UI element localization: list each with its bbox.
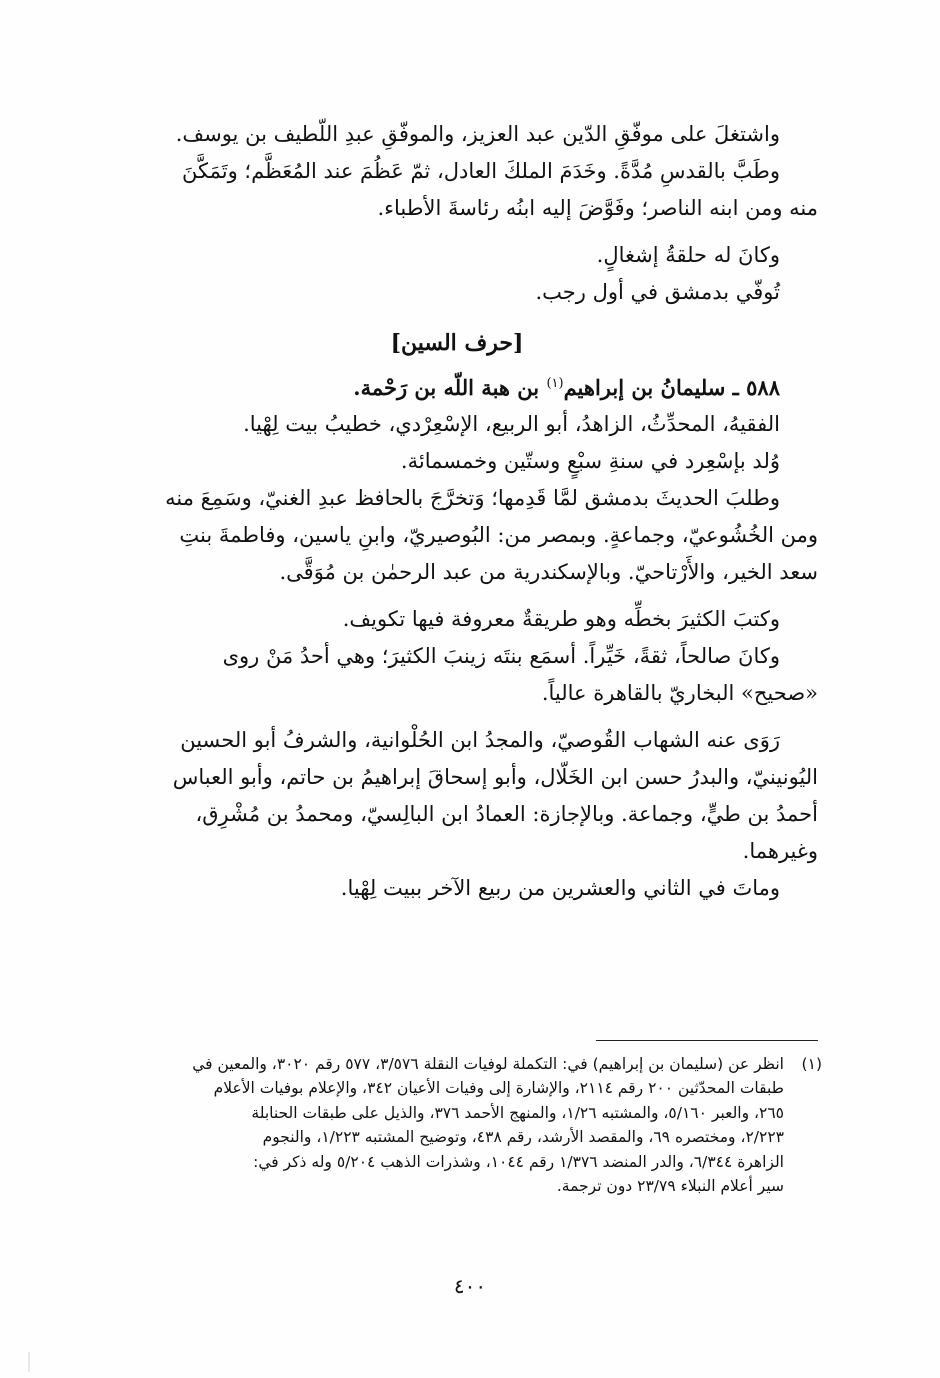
- footnote-reference[interactable]: (١): [546, 376, 564, 391]
- footnotes: [100, 1052, 822, 1198]
- footnote-text: انظر عن (سليمان بن إبراهيم) في: التكملة لوفيات النقلة ٣/٥٧٦، ٥٧٧ رقم ٣٠٢٠، والمعين في: [192, 1055, 784, 1073]
- footnote-line: الزاهرة ٦/٣٤٤، والدر المنضد ١/٣٧٦ رقم ١٠٤٤، وشذرات الذهب ٥/٢٠٤ وله ذكر في:: [253, 1152, 784, 1171]
- entry-name-rest: بن هبة اللّه بن رَحْمة.: [353, 375, 540, 400]
- text-line: وكتبَ الكثيرَ بخطِّه وهو طريقةٌ معروفة فيها تكويف.: [342, 607, 780, 631]
- text-line: وغيرهما.: [742, 839, 818, 863]
- text-line: وكانَ صالحاً، ثقةً، خَيِّراً. أسمَع بنتَه زينبَ الكثيرَ؛ وهي أحدُ مَنْ روى: [222, 644, 780, 668]
- footnote-line: سير أعلام النبلاء ٢٣/٧٩ دون ترجمة.: [556, 1177, 784, 1196]
- text-line: ومن الخُشُوعيّ، وجماعةٍ. وبمصر من: البُوصيريّ، وابنِ ياسين، وفاطمةَ بنتِ: [179, 523, 818, 547]
- text-line: واشتغلَ على موفّقِ الدّين عبد العزيز، والموفّقِ عبدِ اللّطيف بن يوسف.: [175, 122, 780, 146]
- footnote-line: ٢/٢٢٣، ومختصره ٦٩، والمقصد الأرشد، رقم ٤٣٨، وتوضيح المشتبه ١/٢٢٣، والنجوم: [262, 1128, 784, 1147]
- text-line: رَوَى عنه الشهاب القُوصيّ، والمجدُ ابن الحُلْوانية، والشرفُ أبو الحسين: [180, 728, 780, 752]
- text-line: وُلد بإسْعِرد في سنةِ سبْعٍ وستّين وخمسمائة.: [400, 449, 780, 473]
- text-line: «صحيح» البخاريّ بالقاهرة عالياً.: [541, 681, 818, 705]
- text-line: وطلبَ الحديثَ بدمشق لمَّا قَدِمها؛ وَتخرَّجَ بالحافظ عبدِ الغنيّ، وسَمِعَ منه: [165, 486, 780, 510]
- text-line: وطَبَّ بالقدسِ مُدَّةً. وخَدَمَ الملكَ العادل، ثمّ عَظُمَ عند المُعَظَّم؛ وتَمَكَّنَ: [182, 159, 780, 183]
- footnote-number: (١): [801, 1055, 822, 1073]
- text-line: اليُونينيّ، والبدرُ حسن ابن الخَلّال، وأبو إسحاقَ إبراهيمُ بن حاتم، وأبو العباس: [172, 765, 818, 789]
- footnote-separator: [596, 1040, 818, 1041]
- text-line: سعد الخير، والأَرْتاحيّ. وبالإسكندرية من عبد الرحمٰن بن مُوَقَّى.: [279, 560, 818, 584]
- text-line: تُوفّي بدمشق في أول رجب.: [535, 280, 780, 304]
- entry-number: ٥٨٨: [746, 375, 780, 400]
- text-line: أحمدُ بن طيٍّ، وجماعة. وبالإجازة: العمادُ ابن البالِسيّ، ومحمدُ بن مُشْرِق،: [195, 802, 818, 826]
- footnote-line: طبقات المحدّثين ٢٠٠ رقم ٢١١٤، والإشارة إلى وفيات الأعيان ٣٤٢، والإعلام بوفيات الأعلام: [213, 1079, 784, 1098]
- entry-title: ٥٨٨ ـ سليمانُ بن إبراهيم$^{(١)}$ بن هبة اللّه بن رَحْمة.: [353, 375, 780, 400]
- main-text: [96, 116, 818, 907]
- text-line: وكانَ له حلقةُ إشغالٍ.: [596, 243, 780, 267]
- page-number: ٤٠٠: [453, 1274, 487, 1298]
- footnote-line: [100, 1052, 822, 1076]
- entry-name: سليمانُ بن إبراهيم: [563, 375, 726, 400]
- text-line: وماتَ في الثاني والعشرين من ربيع الآخر ببيت لِهْيا.: [340, 876, 780, 900]
- scan-edge-mark: [28, 1352, 30, 1372]
- text-line: الفقيهُ، المحدِّثُ، الزاهدُ، أبو الربيع، الإسْعِرْدي، خطيبُ بيت لِهْيا.: [243, 412, 780, 436]
- text-line: منه ومن ابنه الناصر؛ وفَوَّضَ إليه ابنُه رئاسةَ الأطباء.: [377, 196, 818, 220]
- section-heading: [حرف السين]: [390, 330, 524, 356]
- footnote-line: ٢٦٥، والعبر ٥/١٦٠، والمشتبه ١/٢٦، والمنهج الأحمد ٣٧٦، والذيل على طبقات الحنابلة: [251, 1103, 784, 1122]
